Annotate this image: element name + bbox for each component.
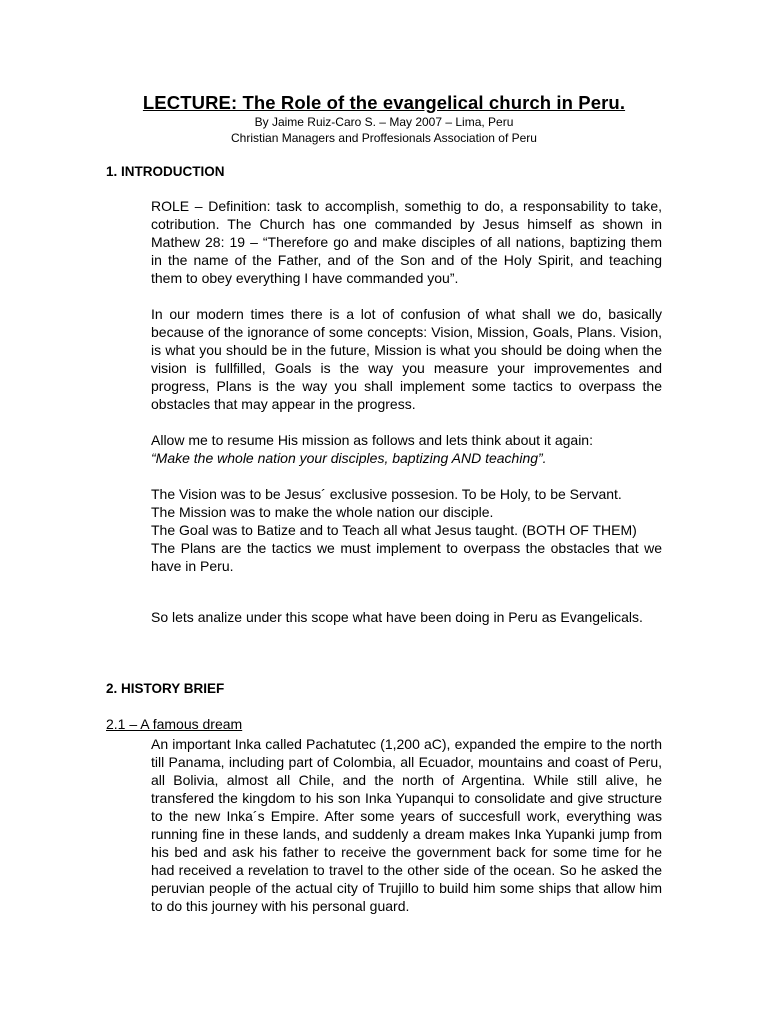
mission-line: The Mission was to make the whole nation our disciple.: [151, 504, 494, 520]
section-heading-introduction: 1. INTRODUCTION: [106, 164, 225, 179]
document-title: LECTURE: The Role of the evangelical church in Peru.: [142, 92, 626, 113]
mission-resume-line: Allow me to resume His mission as follows and lets think about it again:: [151, 432, 593, 448]
paragraph-vision-mission-goal-plans: [151, 485, 662, 575]
paragraph-role-definition: ROLE – Definition: task to accomplish, somethig to do, a responsability to take, cotribution. The Church has one commanded by Jesus himself as shown in Mathew 28: 19 – “Therefore go and make disciples of all nations, baptizing them in the name of the Father, and of the Son and of the Holy Spirit, and teaching them to obey everything I have commanded you”.: [151, 198, 662, 286]
paragraph-mission-resume: [151, 431, 662, 467]
vision-line: The Vision was to be Jesus´ exclusive possesion. To be Holy, to be Servant.: [151, 486, 622, 502]
byline-block: [0, 114, 768, 146]
author-line: By Jaime Ruiz-Caro S. – May 2007 – Lima, Peru: [254, 115, 514, 129]
subsection-heading-famous-dream: 2.1 – A famous dream: [106, 716, 243, 732]
paragraph-modern-times: In our modern times there is a lot of confusion of what shall we do, basically because of the ignorance of some concepts: Vision, Mission, Goals, Plans. Vision, is what you should be in the future, Mission is what you should be doing when the vision is fullfilled, Goals is the way you measure your improvementes and progress, Plans is the way you shall implement some tactics to overpass the obstacles that may appear in the progress.: [151, 306, 662, 412]
paragraph-famous-dream: An important Inka called Pachatutec (1,200 aC), expanded the empire to the north till Panama, including part of Colombia, all Ecuador, mountains and coast of Peru, all Bolivia, almost all Chile, and the north of Argentina. While still alive, he transfered the kingdom to his son Inka Yupanqui to consolidate and give structure to the new Inka´s Empire. After some years of succesfull work, everything was running fine in these lands, and suddenly a dream makes Inka Yupanki jump from his bed and ask his father to receive the government back for some time for he had received a revelation to travel to the other side of the ocean. So he asked the peruvian people of the actual city of Trujillo to build him some ships that allow him to do this journey with his personal guard.: [151, 736, 662, 914]
organization-line: Christian Managers and Proffesionals Association of Peru: [231, 131, 537, 145]
mission-quote: “Make the whole nation your disciples, baptizing AND teaching”.: [151, 450, 547, 466]
paragraph-analize-scope: So lets analize under this scope what have been doing in Peru as Evangelicals.: [151, 609, 643, 625]
plans-line: The Plans are the tactics we must implement to overpass the obstacles that we have in Peru.: [151, 540, 662, 574]
section-heading-history-brief: 2. HISTORY BRIEF: [106, 681, 225, 696]
goal-line: The Goal was to Batize and to Teach all what Jesus taught. (BOTH OF THEM): [151, 522, 637, 538]
